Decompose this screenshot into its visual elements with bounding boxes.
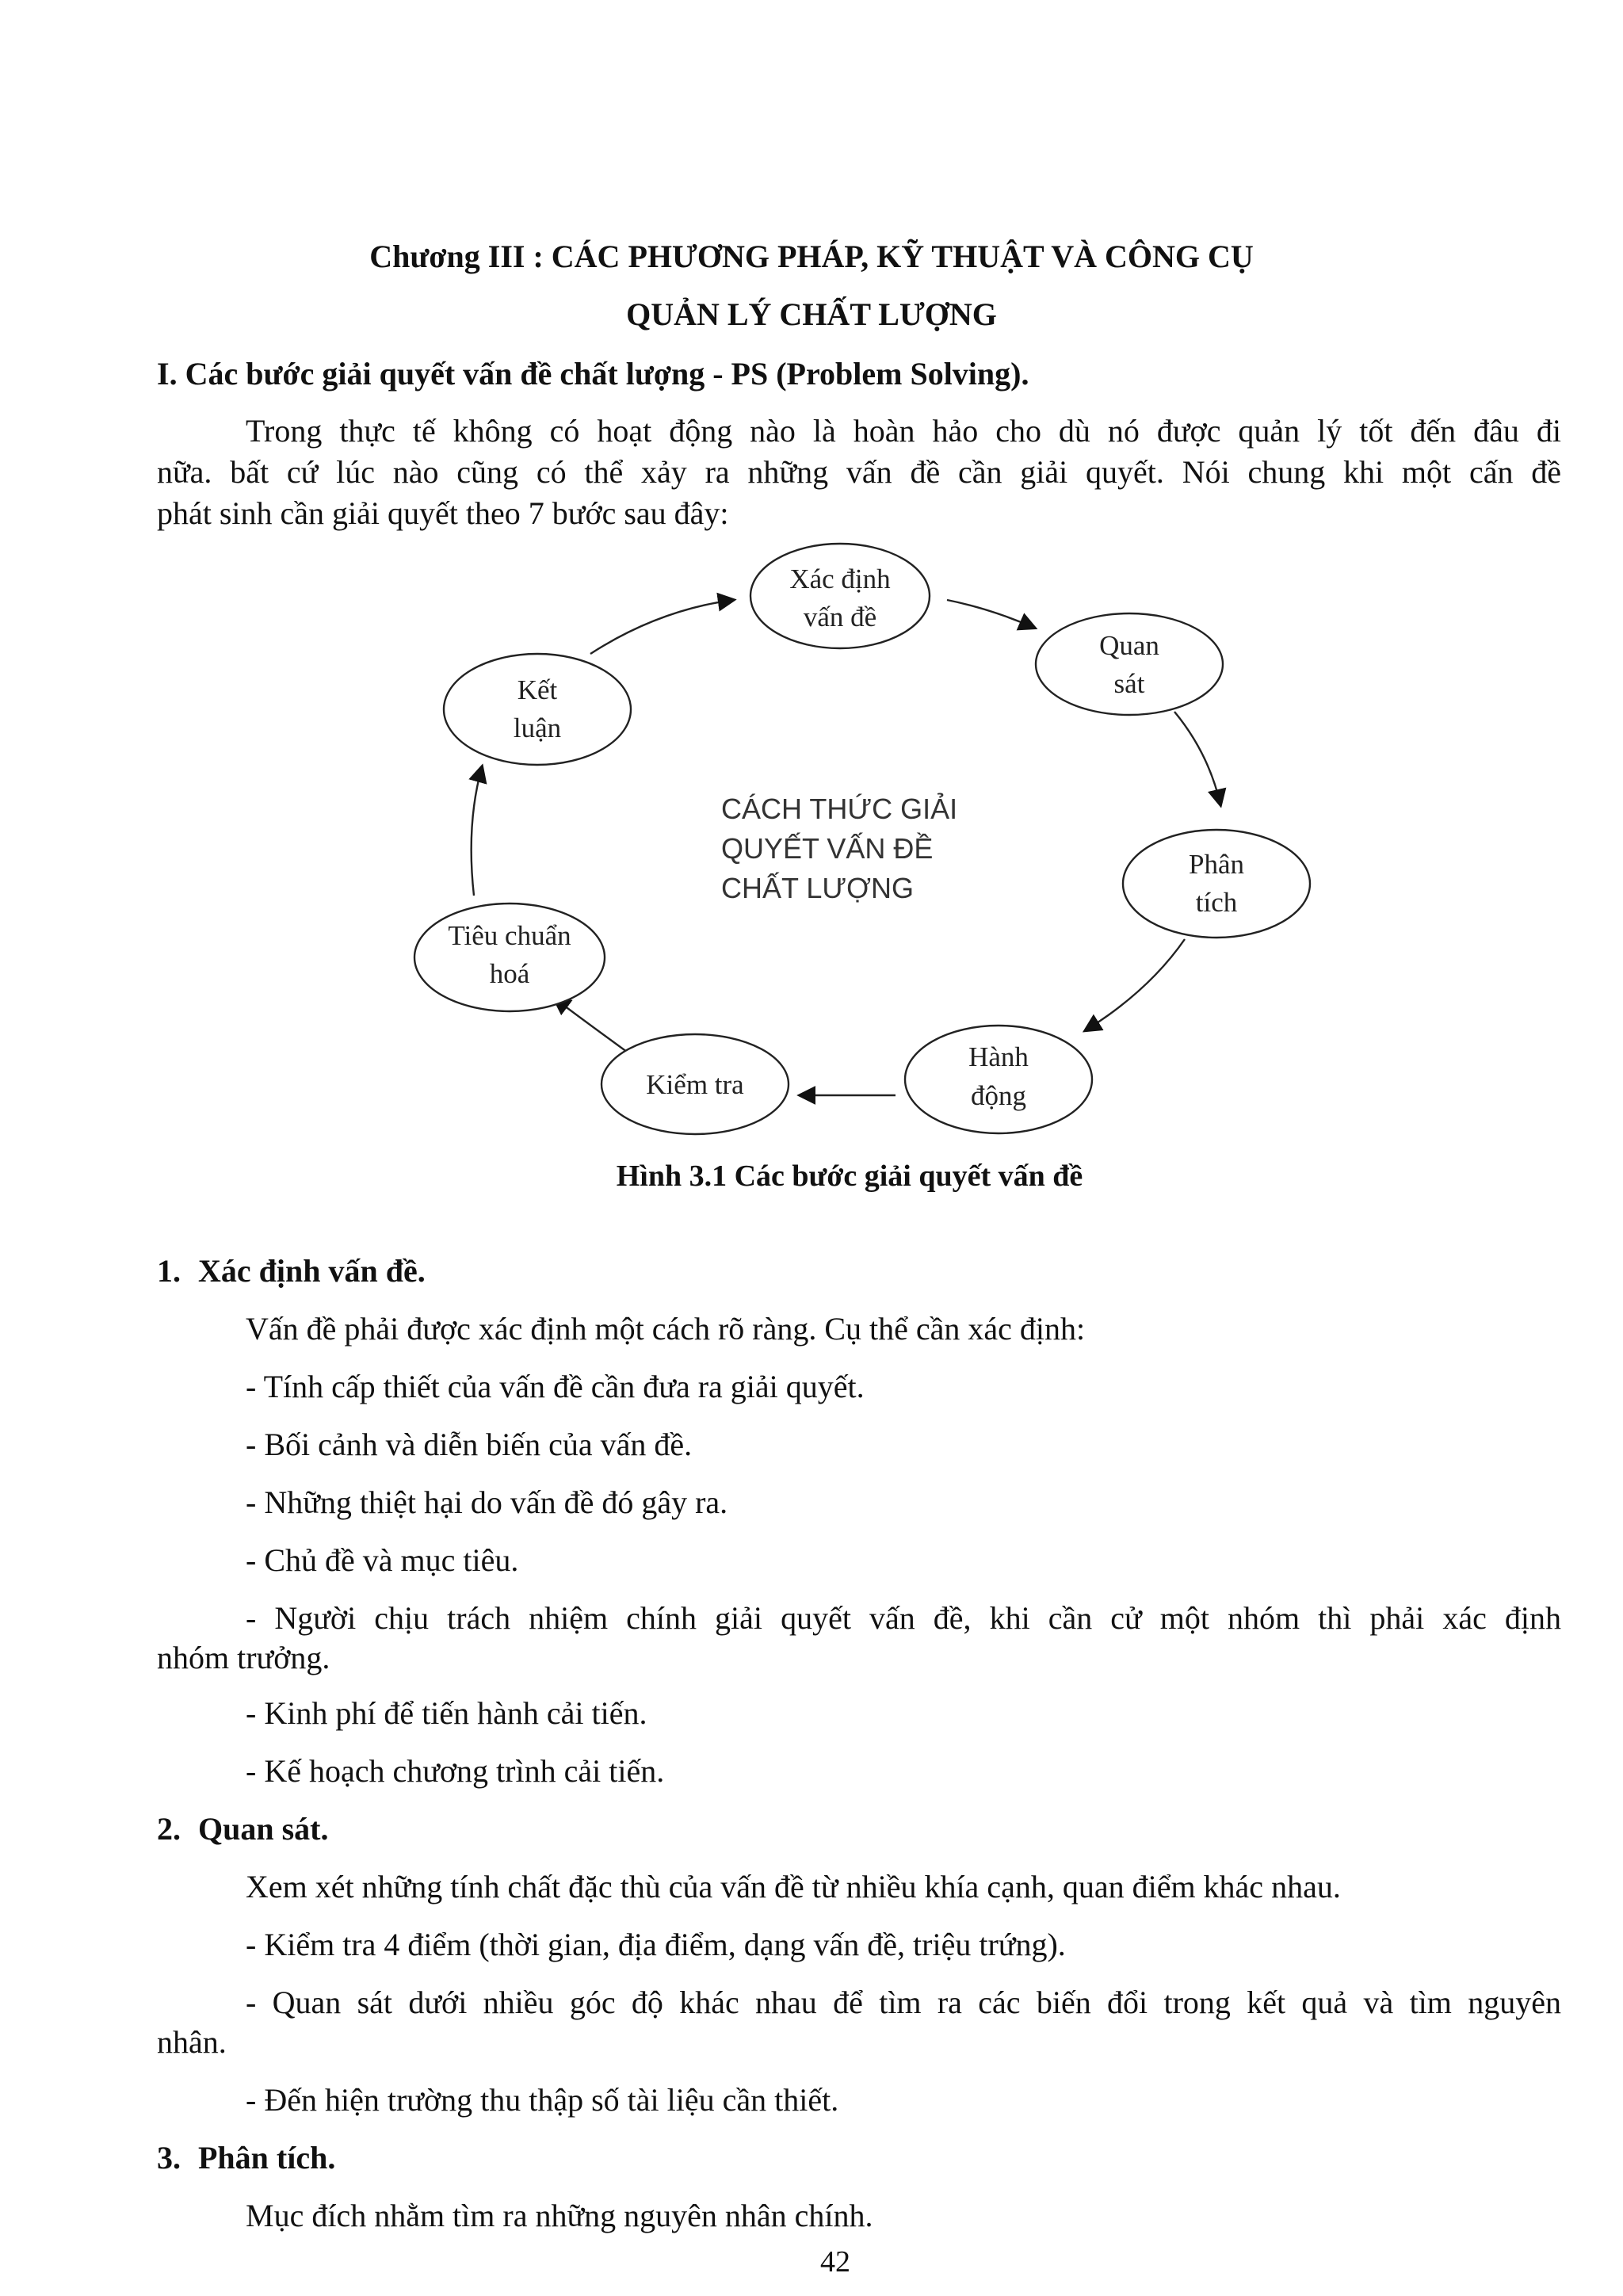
- node-conclusion-line1: Kết: [517, 674, 558, 705]
- chapter-title-line1: Chương III : CÁC PHƯƠNG PHÁP, KỸ THUẬT VÀ CÔNG CỤ: [369, 239, 1254, 274]
- node-act-line1: Hành: [968, 1041, 1029, 1072]
- node-define-problem: [750, 544, 930, 648]
- diagram-center-label: [721, 793, 957, 904]
- center-line2: QUYẾT VẤN ĐỀ: [721, 832, 934, 865]
- node-check-line1: Kiểm tra: [646, 1069, 744, 1100]
- step2-number: 2.: [157, 1811, 181, 1847]
- arrow-analyze-to-act: [1086, 939, 1185, 1030]
- figure-caption: Hình 3.1 Các bước giải quyết vấn đề: [616, 1159, 1083, 1193]
- step1-heading: [157, 1252, 426, 1290]
- node-conclusion-line2: luận: [513, 712, 562, 743]
- node-standardize-line1: Tiêu chuẩn: [448, 920, 571, 951]
- node-analyze: [1123, 830, 1310, 938]
- center-line1: CÁCH THỨC GIẢI: [721, 793, 958, 825]
- step2-bullet-1: - Kiểm tra 4 điểm (thời gian, địa điểm, dạng vấn đề, triệu trứng).: [246, 1927, 1066, 1962]
- node-conclusion: [444, 654, 631, 765]
- node-analyze-line1: Phân: [1189, 849, 1244, 880]
- step1-bullet-1: - Tính cấp thiết của vấn đề cần đưa ra giải quyết.: [246, 1369, 865, 1404]
- step1-bullet-2: - Bối cảnh và diễn biến của vấn đề.: [246, 1427, 693, 1462]
- step1-bullet-3: - Những thiệt hại do vấn đề đó gây ra.: [246, 1484, 728, 1520]
- node-define-line2: vấn đề: [803, 602, 877, 632]
- step2-long-bullet-line2: nhân.: [157, 2024, 227, 2060]
- step3-number: 3.: [157, 2140, 181, 2176]
- intro-line-2: nữa. bất cứ lúc nào cũng có thể xảy ra những vấn đề cần giải quyết. Nói chung khi một cấn đề: [157, 454, 1561, 490]
- step2-bullet-2: - Đến hiện trường thu thập số tài liệu cần thiết.: [246, 2082, 839, 2118]
- step1-long-bullet-line2: nhóm trưởng.: [157, 1640, 330, 1675]
- center-line3: CHẤT LƯỢNG: [721, 872, 914, 904]
- arrow-check-to-standardize: [555, 999, 630, 1054]
- node-analyze-line2: tích: [1195, 887, 1238, 918]
- chapter-title-line2: QUẢN LÝ CHẤT LƯỢNG: [626, 296, 997, 332]
- node-standardize-line2: hoá: [489, 958, 530, 989]
- step1-intro: Vấn đề phải được xác định một cách rõ ràng. Cụ thể cần xác định:: [246, 1311, 1086, 1347]
- step3-heading: [157, 2139, 335, 2177]
- arrow-define-to-observe: [947, 600, 1034, 628]
- node-act: [905, 1026, 1092, 1133]
- step1-title: Xác định vấn đề.: [198, 1253, 426, 1289]
- arrow-conclusion-to-define: [590, 600, 733, 654]
- page-number: 42: [820, 2245, 850, 2279]
- node-observe-line2: sát: [1113, 668, 1145, 699]
- step1-long-bullet-line1: - Người chịu trách nhiệm chính giải quyết vấn đề, khi cần cử một nhóm thì phải xác định: [246, 1600, 1561, 1636]
- node-standardize: [414, 904, 605, 1011]
- step3-title: Phân tích.: [198, 2140, 336, 2176]
- node-define-line1: Xác định: [789, 563, 891, 594]
- arrow-observe-to-analyze: [1174, 712, 1220, 804]
- step2-title: Quan sát.: [198, 1811, 329, 1847]
- step3-intro: Mục đích nhằm tìm ra những nguyên nhân chính.: [246, 2198, 873, 2233]
- intro-line-3: phát sinh cần giải quyết theo 7 bước sau đây:: [157, 495, 729, 531]
- intro-line-1: Trong thực tế không có hoạt động nào là hoàn hảo cho dù nó được quản lý tốt đến đâu đi: [246, 413, 1561, 449]
- step2-long-bullet-line1: - Quan sát dưới nhiều góc độ khác nhau để tìm ra các biến đổi trong kết quả và tìm nguyên: [246, 1985, 1561, 2020]
- node-act-line2: động: [971, 1080, 1026, 1111]
- step1-number: 1.: [157, 1253, 181, 1289]
- step1-bullet-6: - Kế hoạch chương trình cải tiến.: [246, 1753, 665, 1789]
- arrow-standardize-to-conclusion: [472, 767, 482, 896]
- section-heading: I. Các bước giải quyết vấn đề chất lượng - PS (Problem Solving).: [157, 356, 1029, 392]
- step1-bullet-5: - Kinh phí để tiến hành cải tiến.: [246, 1695, 647, 1731]
- step2-intro: Xem xét những tính chất đặc thù của vấn đề từ nhiều khía cạnh, quan điểm khác nhau.: [246, 1869, 1341, 1904]
- node-check: [601, 1034, 789, 1134]
- step2-heading: [157, 1810, 329, 1848]
- node-observe-line1: Quan: [1099, 630, 1159, 661]
- node-observe: [1036, 613, 1223, 715]
- step1-bullet-4: - Chủ đề và mục tiêu.: [246, 1542, 519, 1578]
